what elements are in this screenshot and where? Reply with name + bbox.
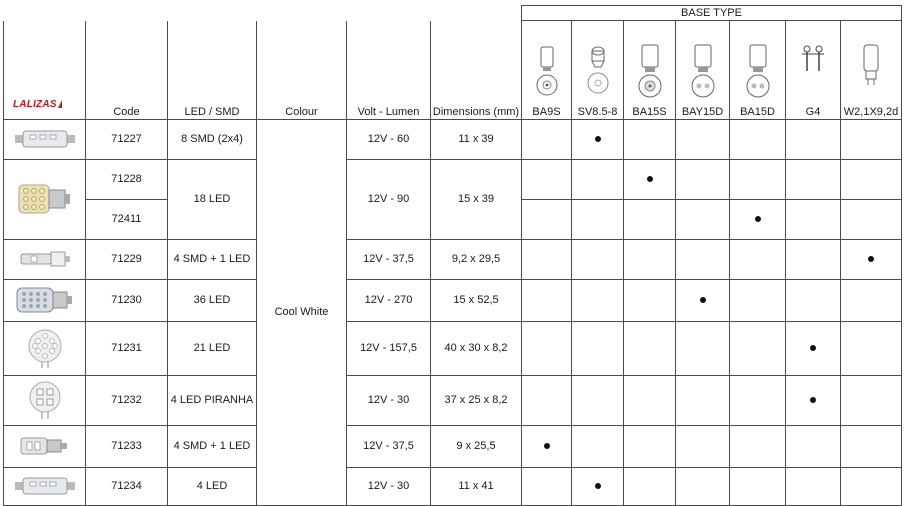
volt-lumen-value: 12V - 30	[347, 375, 431, 425]
dimensions-value: 40 x 30 x 8,2	[431, 321, 522, 375]
product-image-cell	[4, 425, 86, 467]
base-type-cell	[841, 375, 902, 425]
bayonet-long-bulb-icon	[4, 285, 85, 315]
base-type-cell	[786, 199, 841, 239]
base-type-cell	[841, 119, 902, 159]
compatibility-dot-icon	[810, 397, 816, 403]
base-type-cell	[572, 467, 624, 505]
base-type-column-2	[572, 21, 624, 120]
base-type-column-1	[522, 21, 572, 120]
base-type-column-5	[730, 21, 786, 120]
table-row	[4, 239, 902, 279]
header-spacer	[4, 6, 522, 21]
led-smd-value: 4 LED PIRANHA	[168, 375, 257, 425]
base-type-cell	[522, 279, 572, 321]
base-type-cell	[676, 279, 730, 321]
product-code: 71228	[86, 159, 168, 199]
base-type-label: SV8.5-8	[577, 105, 618, 118]
led-smd-column-header: LED / SMD	[168, 21, 257, 120]
volt-lumen-value: 12V - 30	[347, 467, 431, 505]
base-type-cell	[572, 159, 624, 199]
base-type-cell	[841, 467, 902, 505]
base-type-label: BA15S	[632, 105, 667, 118]
base-type-cell	[676, 467, 730, 505]
base-type-cell	[572, 239, 624, 279]
base-type-cell	[676, 425, 730, 467]
table-row	[4, 279, 902, 321]
base-4-diagram-icon	[676, 39, 729, 101]
dimensions-value: 11 x 39	[431, 119, 522, 159]
table-row	[4, 425, 902, 467]
compatibility-dot-icon	[810, 345, 816, 351]
base-type-cell	[522, 239, 572, 279]
product-image-cell	[4, 159, 86, 239]
sail-icon	[58, 100, 62, 108]
base-type-cell	[730, 279, 786, 321]
base-type-cell	[522, 375, 572, 425]
base-type-cell	[786, 321, 841, 375]
volt-lumen-column-header: Volt - Lumen	[347, 21, 431, 120]
base-type-cell	[786, 279, 841, 321]
base-type-cell	[676, 321, 730, 375]
volt-lumen-value: 12V - 90	[347, 159, 431, 239]
colour-value: Cool White	[257, 119, 347, 505]
colour-column-header: Colour	[257, 21, 347, 120]
piranha-led-g4-icon	[4, 379, 85, 421]
base-type-cell	[841, 321, 902, 375]
volt-lumen-value: 12V - 270	[347, 279, 431, 321]
base-type-cell	[786, 159, 841, 199]
base-type-cell	[624, 375, 676, 425]
base-type-cell	[730, 321, 786, 375]
product-code: 71234	[86, 467, 168, 505]
base-6-diagram-icon	[786, 39, 840, 101]
base-type-cell	[786, 425, 841, 467]
code-column-header: Code	[86, 21, 168, 120]
base-type-column-7	[841, 21, 902, 120]
led-smd-value: 18 LED	[168, 159, 257, 239]
base-type-label: BAY15D	[681, 105, 724, 118]
brand-logo-text: LALIZAS	[13, 99, 62, 110]
base-type-cell	[624, 467, 676, 505]
base-type-cell	[676, 239, 730, 279]
festoon-bulb-icon	[4, 128, 85, 150]
table-row	[4, 375, 902, 425]
base-type-cell	[572, 119, 624, 159]
led-smd-value: 21 LED	[168, 321, 257, 375]
compatibility-dot-icon	[868, 256, 874, 262]
compatibility-dot-icon	[595, 483, 601, 489]
wedge-bulb-icon	[4, 248, 85, 270]
base-type-cell	[572, 425, 624, 467]
base-type-cell	[730, 375, 786, 425]
volt-lumen-value: 12V - 157,5	[347, 321, 431, 375]
base-type-cell	[522, 199, 572, 239]
dimensions-column-header: Dimensions (mm)	[431, 21, 522, 120]
product-image-cell	[4, 239, 86, 279]
dimensions-value: 9,2 x 29,5	[431, 239, 522, 279]
base-type-cell	[522, 119, 572, 159]
base-type-cell	[624, 239, 676, 279]
led-smd-value: 4 SMD + 1 LED	[168, 425, 257, 467]
base-type-cell	[841, 425, 902, 467]
festoon-bulb-icon	[4, 475, 85, 497]
base-1-diagram-icon	[522, 39, 571, 101]
base-type-cell	[522, 467, 572, 505]
dimensions-value: 11 x 41	[431, 467, 522, 505]
base-type-cell	[676, 375, 730, 425]
product-code: 71227	[86, 119, 168, 159]
base-type-label: G4	[805, 105, 821, 118]
base-type-column-6	[786, 21, 841, 120]
product-image-cell	[4, 321, 86, 375]
base-type-column-4	[676, 21, 730, 120]
table-row	[4, 321, 902, 375]
product-code: 71229	[86, 239, 168, 279]
base-type-cell	[676, 119, 730, 159]
base-type-cell	[572, 279, 624, 321]
volt-lumen-value: 12V - 37,5	[347, 425, 431, 467]
led-bulb-spec-table	[3, 5, 902, 506]
product-code: 71231	[86, 321, 168, 375]
base-type-cell	[730, 199, 786, 239]
table-row	[4, 159, 902, 199]
base-type-cell	[786, 467, 841, 505]
base-3-diagram-icon	[624, 39, 675, 101]
table-row	[4, 119, 902, 159]
base-7-diagram-icon	[841, 39, 901, 101]
dimensions-value: 37 x 25 x 8,2	[431, 375, 522, 425]
compatibility-dot-icon	[647, 176, 653, 182]
led-smd-value: 8 SMD (2x4)	[168, 119, 257, 159]
base-type-cell	[841, 159, 902, 199]
base-type-cell	[624, 425, 676, 467]
base-type-label: W2,1X9,2d	[843, 105, 899, 118]
base-type-cell	[786, 119, 841, 159]
base-type-cell	[522, 159, 572, 199]
base-type-cell	[841, 239, 902, 279]
dimensions-value: 15 x 39	[431, 159, 522, 239]
led-smd-value: 4 SMD + 1 LED	[168, 239, 257, 279]
base-type-cell	[522, 425, 572, 467]
base-type-cell	[572, 375, 624, 425]
bayonet-cluster-bulb-icon	[4, 179, 85, 219]
base-type-cell	[730, 425, 786, 467]
base-type-cell	[730, 467, 786, 505]
product-code: 72411	[86, 199, 168, 239]
base-2-diagram-icon	[572, 39, 623, 101]
base-type-label: BA15D	[740, 105, 775, 118]
product-image-cell	[4, 279, 86, 321]
led-smd-value: 4 LED	[168, 467, 257, 505]
dimensions-value: 15 x 52,5	[431, 279, 522, 321]
product-image-cell	[4, 467, 86, 505]
product-code: 71230	[86, 279, 168, 321]
base-5-diagram-icon	[730, 39, 785, 101]
product-code: 71233	[86, 425, 168, 467]
volt-lumen-value: 12V - 60	[347, 119, 431, 159]
product-code: 71232	[86, 375, 168, 425]
base-type-cell	[572, 199, 624, 239]
product-image-cell	[4, 119, 86, 159]
base-type-cell	[786, 239, 841, 279]
base-type-cell	[624, 279, 676, 321]
base-type-cell	[522, 321, 572, 375]
base-type-header: BASE TYPE	[522, 6, 902, 21]
ba9s-bulb-icon	[4, 434, 85, 458]
disc-led-g4-icon	[4, 326, 85, 370]
base-type-cell	[730, 239, 786, 279]
compatibility-dot-icon	[700, 297, 706, 303]
base-type-cell	[572, 321, 624, 375]
base-type-cell	[730, 119, 786, 159]
base-type-cell	[841, 279, 902, 321]
dimensions-value: 9 x 25,5	[431, 425, 522, 467]
table-row	[4, 467, 902, 505]
logo-cell	[4, 21, 86, 120]
compatibility-dot-icon	[544, 443, 550, 449]
base-type-cell	[624, 199, 676, 239]
base-type-cell	[624, 119, 676, 159]
compatibility-dot-icon	[755, 216, 761, 222]
volt-lumen-value: 12V - 37,5	[347, 239, 431, 279]
base-type-cell	[786, 375, 841, 425]
base-type-cell	[676, 199, 730, 239]
led-smd-value: 36 LED	[168, 279, 257, 321]
base-type-cell	[624, 159, 676, 199]
base-type-cell	[841, 199, 902, 239]
base-type-label: BA9S	[532, 105, 561, 118]
base-type-cell	[624, 321, 676, 375]
compatibility-dot-icon	[595, 136, 601, 142]
base-type-column-3	[624, 21, 676, 120]
base-type-cell	[676, 159, 730, 199]
product-image-cell	[4, 375, 86, 425]
brand-logo	[4, 22, 85, 118]
base-type-cell	[730, 159, 786, 199]
